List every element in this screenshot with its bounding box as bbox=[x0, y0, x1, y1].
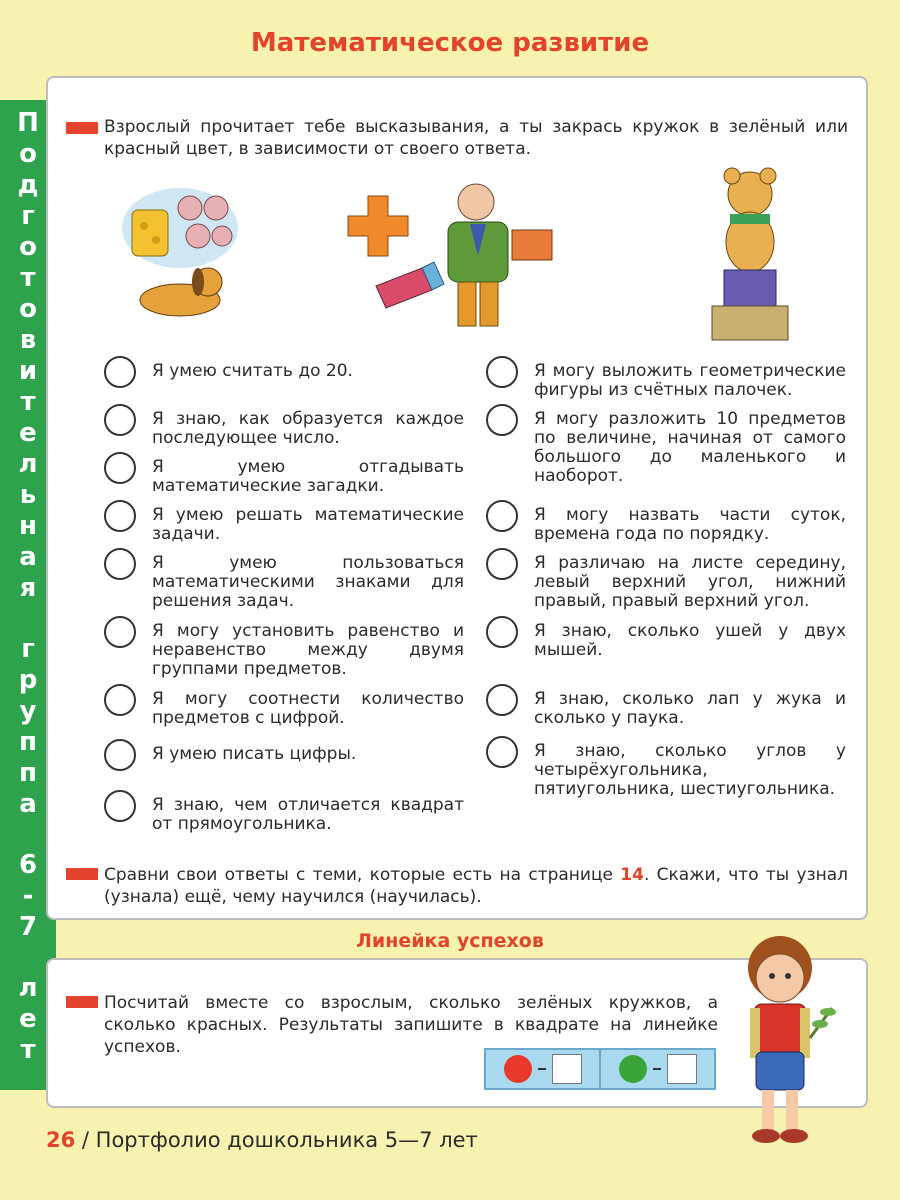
success-text: Посчитай вместе со взрослым, сколько зелёных кружков, а сколько красных. Результаты запишите в квадрате на линейке успехов. bbox=[104, 993, 718, 1057]
sidebar-letter: н bbox=[19, 511, 37, 541]
sidebar-letter: о bbox=[19, 139, 37, 169]
answer-circle[interactable] bbox=[104, 548, 136, 580]
statement-item bbox=[486, 742, 846, 799]
sidebar-letter: П bbox=[17, 108, 39, 138]
answer-circle[interactable] bbox=[486, 500, 518, 532]
sidebar-letter: о bbox=[19, 232, 37, 262]
statement-item bbox=[104, 554, 464, 611]
statement-text: Я знаю, сколько ушей у двух мышей. bbox=[534, 621, 846, 660]
sidebar-letter: 7 bbox=[18, 912, 38, 942]
sidebar-letter: у bbox=[19, 696, 37, 726]
statement-text: Я умею решать математические задачи. bbox=[152, 505, 464, 544]
bullet-marker bbox=[66, 996, 98, 1008]
success-ruler bbox=[484, 1048, 716, 1090]
dash-icon bbox=[538, 1068, 546, 1070]
sidebar-letter: т bbox=[20, 263, 36, 293]
answer-circle[interactable] bbox=[104, 684, 136, 716]
statement-item bbox=[486, 690, 846, 728]
sidebar-letter: р bbox=[18, 665, 38, 695]
answer-circle[interactable] bbox=[104, 616, 136, 648]
compare-text bbox=[104, 864, 848, 908]
answer-circle[interactable] bbox=[104, 790, 136, 822]
statement-item bbox=[104, 458, 464, 496]
answer-circle[interactable] bbox=[104, 739, 136, 771]
statement-text: Я могу разложить 10 предметов по величине, начиная от самого большого до маленького и наоборот. bbox=[534, 409, 846, 486]
statement-item bbox=[104, 690, 464, 728]
sidebar-letter: е bbox=[19, 1004, 37, 1034]
intro-text: Взрослый прочитает тебе высказывания, а ты закрась кружок в зелёный или красный цвет, в зависимости от своего ответа. bbox=[104, 117, 848, 159]
sidebar-letter: е bbox=[19, 418, 37, 448]
answer-circle[interactable] bbox=[486, 548, 518, 580]
sidebar-letter: п bbox=[19, 758, 37, 788]
sidebar-letter: в bbox=[19, 325, 37, 355]
statement-text: Я могу установить равенство и неравенство между двумя группами предметов. bbox=[152, 621, 464, 679]
statement-text: Я умею писать цифры. bbox=[152, 744, 357, 764]
dog-cheese-illustration bbox=[110, 178, 240, 328]
ruler-red-segment bbox=[486, 1050, 599, 1088]
ruler-green-segment bbox=[599, 1050, 714, 1088]
statement-item bbox=[104, 745, 464, 771]
red-circle-icon bbox=[504, 1055, 532, 1083]
answer-circle[interactable] bbox=[486, 684, 518, 716]
statement-text: Я знаю, как образуется каждое последующее число. bbox=[152, 409, 464, 448]
statement-text: Я могу соотнести количество предметов с цифрой. bbox=[152, 689, 464, 728]
statement-item bbox=[104, 506, 464, 544]
professor-shapes-illustration bbox=[338, 176, 578, 338]
statement-item bbox=[486, 622, 846, 660]
answer-circle[interactable] bbox=[486, 404, 518, 436]
bear-on-cubes-illustration bbox=[700, 166, 800, 342]
answer-circle[interactable] bbox=[486, 356, 518, 388]
sidebar-letter: л bbox=[18, 449, 38, 479]
answer-circle[interactable] bbox=[486, 616, 518, 648]
answer-circle[interactable] bbox=[104, 500, 136, 532]
statement-text: Я знаю, сколько углов у четырёхугольника, пятиугольника, шестиугольника. bbox=[534, 741, 846, 799]
book-title: Портфолио дошкольника 5—7 лет bbox=[95, 1128, 478, 1152]
green-circle-icon bbox=[619, 1055, 647, 1083]
sidebar-letter: и bbox=[18, 356, 38, 386]
statement-item bbox=[486, 410, 846, 486]
success-section-title: Линейка успехов bbox=[356, 930, 544, 952]
sidebar-letter: я bbox=[19, 573, 37, 603]
sidebar-letter: л bbox=[18, 973, 38, 1003]
statement-text: Я могу назвать части суток, времена года по порядку. bbox=[534, 505, 846, 544]
bullet-marker bbox=[66, 122, 98, 134]
green-count-box[interactable] bbox=[667, 1054, 697, 1084]
statement-item bbox=[486, 506, 846, 544]
compare-text-before: Сравни свои ответы с теми, которые есть на странице bbox=[104, 865, 621, 885]
sidebar-letter: п bbox=[19, 727, 37, 757]
sidebar-letter: о bbox=[19, 294, 37, 324]
bullet-marker bbox=[66, 868, 98, 880]
answer-circle[interactable] bbox=[104, 452, 136, 484]
statement-text: Я знаю, сколько лап у жука и сколько у паука. bbox=[534, 689, 846, 728]
statement-item bbox=[104, 622, 464, 679]
boy-illustration bbox=[724, 928, 840, 1164]
compare-text-after: . Скажи, что ты узнал (узнала) ещё, чему научился (научилась). bbox=[104, 865, 849, 907]
statement-text: Я различаю на листе середину, левый верхний угол, нижний правый, правый верхний угол. bbox=[534, 553, 846, 611]
sidebar-letter: - bbox=[22, 881, 34, 911]
statement-item bbox=[486, 554, 846, 611]
footer-separator: / bbox=[75, 1128, 96, 1152]
page-number: 26 bbox=[46, 1128, 76, 1152]
statement-text: Я знаю, чем отличается квадрат от прямоугольника. bbox=[152, 795, 464, 834]
sidebar-letter: а bbox=[19, 542, 37, 572]
answer-circle[interactable] bbox=[104, 404, 136, 436]
red-count-box[interactable] bbox=[552, 1054, 582, 1084]
sidebar-letter: 6 bbox=[18, 850, 38, 880]
statement-text: Я умею пользоваться математическими знаками для решения задач. bbox=[152, 553, 464, 611]
dash-icon bbox=[653, 1068, 661, 1070]
sidebar-letter: т bbox=[20, 387, 36, 417]
statement-text: Я умею считать до 20. bbox=[152, 361, 353, 381]
page-reference: 14 bbox=[620, 865, 644, 885]
statement-item bbox=[104, 796, 464, 834]
page-footer bbox=[46, 1128, 478, 1152]
statement-item bbox=[104, 410, 464, 448]
sidebar-letter: г bbox=[21, 634, 35, 664]
sidebar-letter: ь bbox=[19, 480, 37, 510]
sidebar-letter: г bbox=[21, 201, 35, 231]
statement-item bbox=[104, 362, 464, 388]
sidebar-letter: а bbox=[19, 789, 37, 819]
sidebar-letter: т bbox=[20, 1035, 36, 1065]
statement-text: Я умею отгадывать математические загадки. bbox=[152, 457, 464, 496]
sidebar-letter: д bbox=[17, 170, 39, 200]
statement-item bbox=[486, 362, 846, 400]
page-title: Математическое развитие bbox=[250, 28, 650, 58]
answer-circle[interactable] bbox=[104, 356, 136, 388]
answer-circle[interactable] bbox=[486, 736, 518, 768]
statement-text: Я могу выложить геометрические фигуры из счётных палочек. bbox=[534, 361, 846, 400]
